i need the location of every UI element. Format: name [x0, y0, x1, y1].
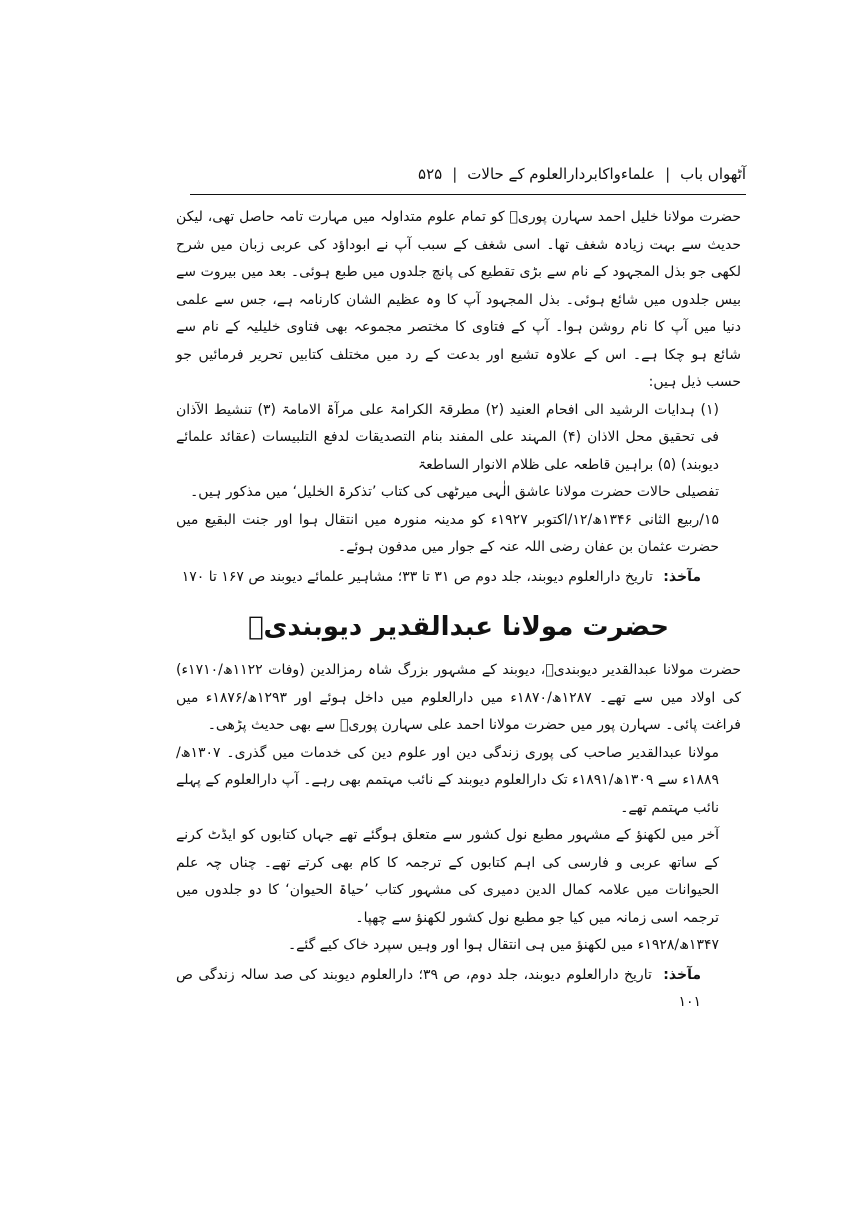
page-number: ۵۲۵	[418, 165, 443, 183]
page-body	[176, 204, 741, 1017]
section-title: علماءواکابردارالعلوم کے حالات	[467, 165, 656, 183]
header-rule	[190, 194, 746, 195]
running-header	[190, 158, 746, 190]
header-separator: |	[665, 165, 671, 183]
section-heading: حضرت مولانا عبدالقدیر دیوبندیؒ	[247, 612, 670, 642]
paragraph: حضرت مولانا عبدالقدیر دیوبندیؒ، دیوبند کے مشہور بزرگ شاہ رمزالدین (وفات ۱۱۲۲ھ/۱۷۱۰ء) کی اولاد میں سے تھے۔ ۱۲۸۷ھ/۱۸۷۰ء میں دارالعلوم میں داخل ہوئے اور ۱۲۹۳ھ/۱۸۷۶ء میں فراغت پائی۔ سہارن پور میں حضرت مولانا احمد علی سہارن پوریؒ سے بھی حدیث پڑھی۔	[176, 662, 742, 733]
paragraph-book-list: (۱) ہدایات الرشید الی افحام العنید (۲) مطرقۃ الکرامۃ علی مرآۃ الامامۃ (۳) تنشیط الآذان فی تحقیق محل الاذان (۴) المہند علی المفند بنام التصدیقات لدفع التلبیسات (عقائد علمائے دیوبند) (۵) براہین قاطعہ علی ظلام الانوار الساطعۃ	[176, 401, 719, 473]
source-note	[176, 564, 741, 592]
header-separator: |	[452, 165, 458, 183]
paragraph: ۱۵/ربیع الثانی ۱۳۴۶ھ/۱۲/اکتوبر ۱۹۲۷ء کو مدینہ منورہ میں انتقال ہوا اور جنت البقیع میں حضرت عثمان بن عفان رضی اللہ عنہ کے جوار میں مدفون ہوئے۔	[176, 511, 719, 555]
source-label: مآخذ:	[663, 966, 701, 983]
source-label: مآخذ:	[663, 568, 701, 585]
source-note	[176, 962, 741, 1017]
paragraph: آخر میں لکھنؤ کے مشہور مطبع نول کشور سے متعلق ہوگئے تھے جہاں کتابوں کو ایڈٹ کرنے کے ساتھ عربی و فارسی کی اہم کتابوں کے ترجمہ کا کام بھی کرتے تھے۔ چناں چہ علم الحیوانات میں علامہ کمال الدین دمیری کی مشہور کتاب ’حیاۃ الحیوان‘ کا دو جلدوں میں ترجمہ اسی زمانہ میں کیا جو مطبع نول کشور لکھنؤ سے چھپا۔	[176, 827, 719, 926]
paragraph: تفصیلی حالات حضرت مولانا عاشق الٰہی میرٹھی کی کتاب ’تذکرۃ الخلیل‘ میں مذکور ہیں۔	[190, 484, 719, 500]
paragraph: مولانا عبدالقدیر صاحب کی پوری زندگی دین اور علوم دین کی خدمات میں گذری۔ ۱۳۰۷ھ/۱۸۸۹ء سے ۱۳۰۹ھ/۱۸۹۱ء تک دارالعلوم دیوبند کے نائب مہتمم بھی رہے۔ آپ دارالعلوم کے پہلے نائب مہتمم تھے۔	[176, 744, 719, 816]
paragraph: حضرت مولانا خلیل احمد سہارن پوریؒ کو تمام علوم متداولہ میں مہارت تامہ حاصل تھی، لیکن حدیث سے بہت زیادہ شغف تھا۔ اسی شغف کے سبب آپ نے ابوداؤد کی عربی زبان میں شرح لکھی جو بذل المجہود کے نام سے بڑی تقطیع کی پانچ جلدوں میں طبع ہوئی۔ بعد میں بیروت سے بیس جلدوں میں شائع ہوئی۔ بذل المجہود آپ کا وہ عظیم الشان کارنامہ ہے، جس سے علمی دنیا میں آپ کا نام روشن ہوا۔ آپ کے فتاوی کا مختصر مجموعہ بھی فتاوی خلیلیہ کے نام سے شائع ہو چکا ہے۔ اس کے علاوہ تشیع اور بدعت کے رد میں مختلف کتابیں تحریر فرمائیں جو حسب ذیل ہیں:	[176, 209, 741, 390]
chapter-title: آٹھواں باب	[680, 165, 746, 183]
paragraph: ۱۳۴۷ھ/۱۹۲۸ء میں لکھنؤ میں ہی انتقال ہوا اور وہیں سپرد خاک کیے گئے۔	[287, 937, 719, 953]
source-text: تاریخ دارالعلوم دیوبند، جلد دوم، ص ۳۹؛ دارالعلوم دیوبند کی صد سالہ زندگی ص ۱۰۱	[176, 966, 701, 1010]
source-text: تاریخ دارالعلوم دیوبند، جلد دوم ص ۳۱ تا ۳۳؛ مشاہیر علمائے دیوبند ص ۱۶۷ تا ۱۷۰	[181, 568, 653, 585]
